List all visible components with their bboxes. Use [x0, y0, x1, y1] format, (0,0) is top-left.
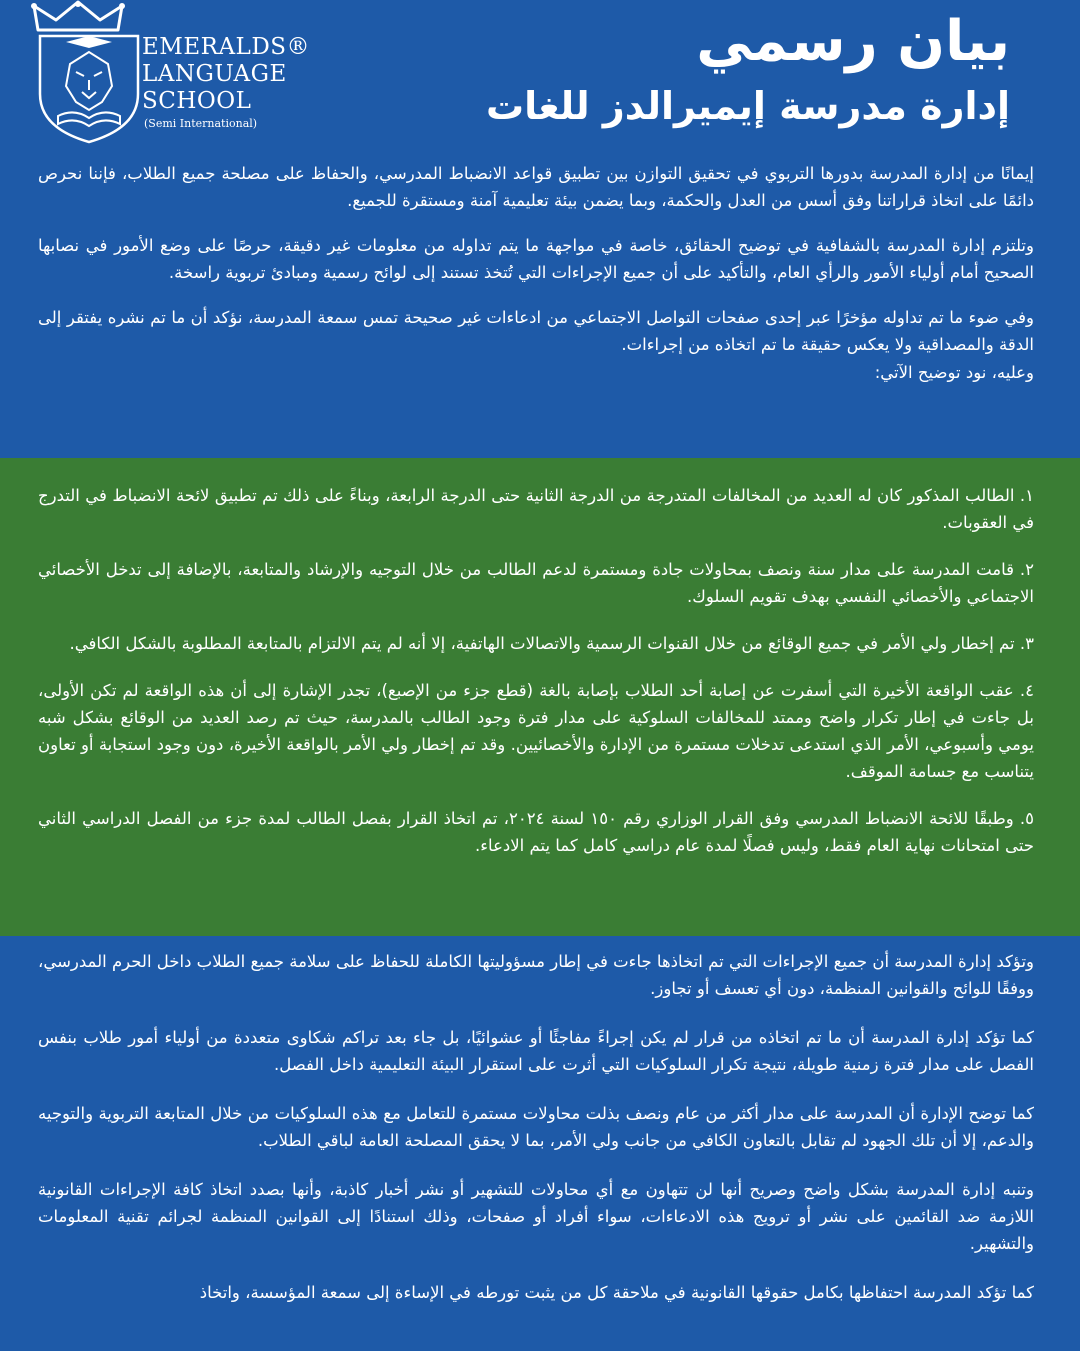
closing-paragraph-5: كما تؤكد المدرسة احتفاظها بكامل حقوقها القانونية في ملاحقة كل من يثبت تورطه في الإساءة إلى سمعة المؤسسة، واتخاذ [199, 1283, 1034, 1302]
point-item-4: ٤. عقب الواقعة الأخيرة التي أسفرت عن إصابة أحد الطلاب بإصابة بالغة (قطع جزء من الإصبع)، تجدر الإشارة إلى أن هذه الواقعة لم تكن الأولى، بل جاءت في إطار تكرار واضح وممتد للمخالفات السلوكية على مدار فترة وجود الطالب بالمدرسة، حيث تم رصد العديد من الوقائع بشكل شبه يومي وأسبوعي، الأمر الذي استدعى تدخلات مستمرة من الإدارة والأخصائيين. وقد تم إخطار ولي الأمر بالواقعة الأخيرة، دون وجود استجابة أو تعاون يتناسب مع جسامة الموقف. [38, 681, 1034, 781]
page-header [0, 0, 1080, 150]
statement-title: بيان رسمي [696, 9, 1010, 74]
lion-book-emblem-icon [36, 32, 142, 144]
closing-paragraph-3: كما توضح الإدارة أن المدرسة على مدار أكثر من عام ونصف بذلت محاولات مستمرة للتعامل مع هذه السلوكيات من خلال المتابعة التربوية والتوجيه والدعم، إلا أن تلك الجهود لم تقابل بالتعاون الكافي من جانب ولي الأمر، بما لا يحقق المصلحة العامة لباقي الطلاب. [38, 1104, 1034, 1150]
school-logo [30, 0, 310, 145]
intro-paragraph-3: وفي ضوء ما تم تداوله مؤخرًا عبر إحدى صفحات التواصل الاجتماعي من ادعاءات غير صحيحة تمس سمعة المدرسة، نؤكد أن ما تم نشره يفتقر إلى الدقة والمصداقية ولا يعكس حقيقة ما تم اتخاذه من إجراءات. [38, 308, 1034, 354]
intro-paragraph-1: إيمانًا من إدارة المدرسة بدورها التربوي في تحقيق التوازن بين تطبيق قواعد الانضباط المدرسي، والحفاظ على مصلحة جميع الطلاب، فإننا نحرص دائمًا على اتخاذ قراراتنا وفق أسس من العدل والحكمة، وبما يضمن بيئة تعليمية آمنة ومستقرة للجميع. [38, 164, 1034, 210]
point-item-5: ٥. وطبقًا للائحة الانضباط المدرسي وفق القرار الوزاري رقم ١٥٠ لسنة ٢٠٢٤، تم اتخاذ القرار بفصل الطالب لمدة جزء من الفصل الدراسي الثاني حتى امتحانات نهاية العام فقط، وليس فصلًا لمدة عام دراسي كامل كما يتم الادعاء. [38, 809, 1034, 855]
intro-lead-in: وعليه، نود توضيح الآتي: [874, 363, 1034, 382]
point-item-2: ٢. قامت المدرسة على مدار سنة ونصف بمحاولات جادة ومستمرة لدعم الطالب من خلال التوجيه والإرشاد والمتابعة، بالإضافة إلى تدخل الأخصائي الاجتماعي والأخصائي النفسي بهدف تقويم السلوك. [38, 560, 1034, 606]
logo-line-2: LANGUAGE [142, 61, 287, 87]
points-section [0, 458, 1080, 936]
statement-subtitle: إدارة مدرسة إيميرالدز للغات [485, 84, 1010, 128]
closing-paragraph-2: كما تؤكد إدارة المدرسة أن ما تم اتخاذه من قرار لم يكن إجراءً مفاجئًا أو عشوائيًا، بل جاء بعد تراكم شكاوى متعددة من أولياء أمور طلاب بنفس الفصل على مدار فترة زمنية طويلة، نتيجة تكرار السلوكيات التي أثرت على استقرار البيئة التعليمية داخل الفصل. [38, 1028, 1034, 1074]
logo-line-3: SCHOOL [142, 88, 252, 114]
point-item-1: ١. الطالب المذكور كان له العديد من المخالفات المتدرجة من الدرجة الثانية حتى الدرجة الرابعة، وبناءً على ذلك تم تطبيق لائحة الانضباط في التدرج في العقوبات. [38, 486, 1034, 532]
intro-paragraph-2: وتلتزم إدارة المدرسة بالشفافية في توضيح الحقائق، خاصة في مواجهة ما يتم تداوله من معلومات غير دقيقة، حرصًا على وضع الأمور في نصابها الصحيح أمام أولياء الأمور والرأي العام، والتأكيد على أن جميع الإجراءات التي تُتخذ تستند إلى لوائح رسمية ومبادئ تربوية راسخة. [38, 236, 1034, 282]
crown-icon [30, 0, 126, 34]
point-item-3: ٣. تم إخطار ولي الأمر في جميع الوقائع من خلال القنوات الرسمية والاتصالات الهاتفية، إلا أنه لم يتم الالتزام بالمتابعة المطلوبة بالشكل الكافي. [69, 634, 1034, 653]
intro-section [0, 160, 1080, 404]
logo-subtitle: (Semi International) [144, 117, 258, 130]
logo-line-1: EMERALDS® [142, 34, 311, 60]
closing-paragraph-1: وتؤكد إدارة المدرسة أن جميع الإجراءات التي تم اتخاذها جاءت في إطار مسؤوليتها الكاملة للحفاظ على سلامة جميع الطلاب داخل الحرم المدرسي، ووفقًا للوائح والقوانين المنظمة، دون أي تعسف أو تجاوز. [38, 952, 1034, 998]
closing-paragraph-4: وتنبه إدارة المدرسة بشكل واضح وصريح أنها لن تتهاون مع أي محاولات للتشهير أو نشر أخبار كاذبة، وأنها بصدد اتخاذ كافة الإجراءات القانونية اللازمة ضد القائمين على نشر أو ترويج هذه الادعاءات، سواء أفراد أو صفحات، وذلك استنادًا إلى القوانين المنظمة لجرائم تقنية المعلومات والتشهير. [38, 1180, 1034, 1253]
closing-section [0, 948, 1080, 1328]
